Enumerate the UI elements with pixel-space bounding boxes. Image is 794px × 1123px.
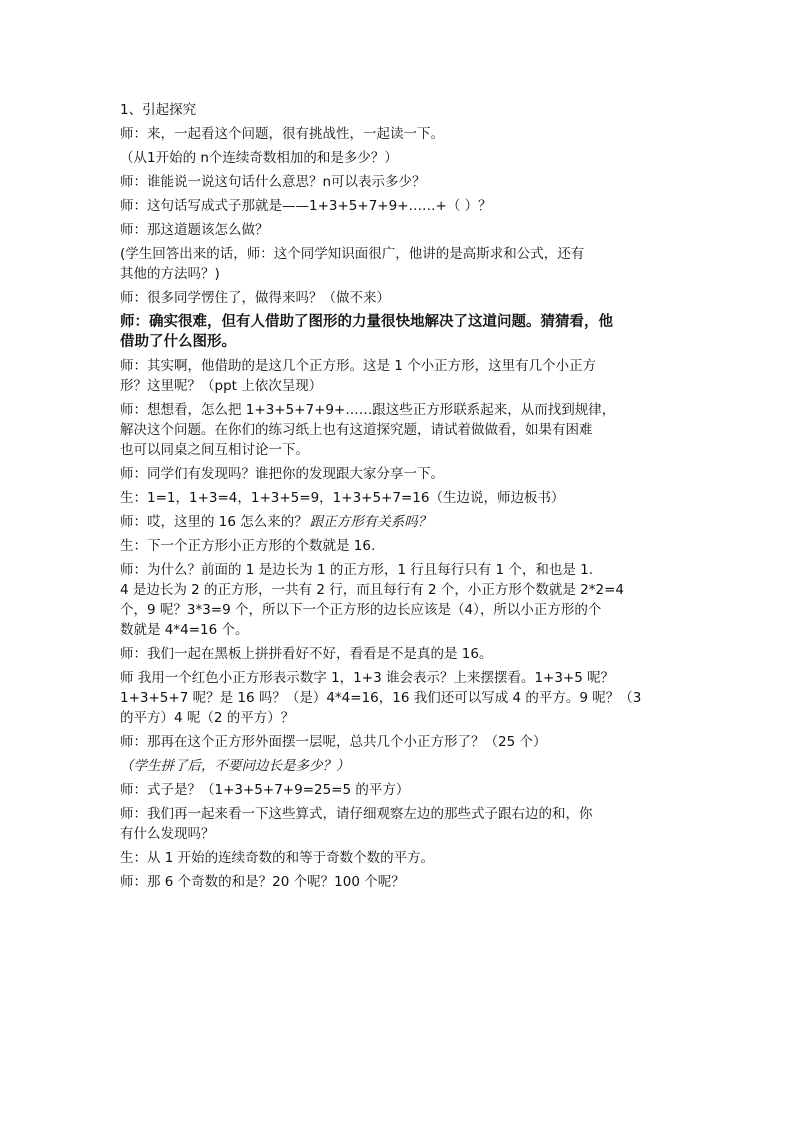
paragraph-line: 师：式子是？（1+3+5+7+9=25=5 的平方） [120, 782, 410, 798]
italic-note: （学生拼了后，不要问边长是多少？） [120, 758, 350, 774]
paragraph-line: （从1开始的 n个连续奇数相加的和是多少？） [120, 150, 398, 166]
paragraph-line: 的平方）4 呢（2 的平方）？ [120, 710, 295, 726]
paragraph-line: 师：那 6 个奇数的和是？20 个呢？100 个呢？ [120, 874, 405, 890]
paragraph-line: 师：同学们有发现吗？谁把你的发现跟大家分享一下。 [120, 466, 444, 482]
paragraph-line: 生：1=1，1+3=4，1+3+5=9，1+3+5+7=16（生边说，师边板书） [120, 490, 565, 506]
paragraph-line: 形？这里呢？（ppt 上依次呈现） [120, 378, 323, 394]
bold-paragraph-line: 借助了什么图形。 [120, 334, 236, 350]
paragraph-line: 4 是边长为 2 的正方形，一共有 2 行，而且每行有 2 个，小正方形个数就是 2*2=4 [120, 582, 625, 598]
document-body [120, 100, 680, 892]
paragraph-line: (学生回答出来的话，师：这个同学知识面很广，他讲的是高斯求和公式，还有 [120, 246, 585, 262]
paragraph-line: 解决这个问题。在你们的练习纸上也有这道探究题，请试着做做看，如果有困难 [120, 422, 593, 438]
paragraph-line: 师：其实啊，他借助的是这几个正方形。这是 1 个小正方形，这里有几个小正方 [120, 358, 597, 374]
paragraph-line: 也可以同桌之间互相讨论一下。 [120, 442, 309, 458]
paragraph-line: 生：从 1 开始的连续奇数的和等于奇数个数的平方。 [120, 850, 435, 866]
paragraph-line: 师：很多同学愣住了，做得来吗？（做不来） [120, 290, 390, 306]
paragraph-line: 师：谁能说一说这句话什么意思？n可以表示多少？ [120, 174, 426, 190]
paragraph-line: 师 我用一个红色小正方形表示数字 1，1+3 谁会表示？上来摆摆看。1+3+5 呢？ [120, 670, 615, 686]
paragraph-line: 师：那再在这个正方形外面摆一层呢，总共几个小正方形了？（25 个） [120, 734, 547, 750]
paragraph-line: 1+3+5+7 呢？是 16 吗？（是）4*4=16，16 我们还可以写成 4 的平方。9 呢？（3 [120, 690, 642, 706]
paragraph-line: 有什么发现吗？ [120, 826, 215, 842]
paragraph-line: 师：那这道题该怎么做？ [120, 222, 269, 238]
paragraph-line: 数就是 4*4=16 个。 [120, 622, 249, 638]
section-heading: 1、引起探究 [120, 102, 197, 118]
italic-question: 跟正方形有关系吗？ [309, 514, 432, 530]
paragraph-line: 师：来，一起看这个问题，很有挑战性，一起读一下。 [120, 126, 444, 142]
paragraph-line: 生：下一个正方形小正方形的个数就是 16. [120, 538, 376, 554]
paragraph-line: 师：我们再一起来看一下这些算式，请仔细观察左边的那些式子跟右边的和，你 [120, 806, 593, 822]
paragraph-line: 师：想想看，怎么把 1+3+5+7+9+……跟这些正方形联系起来，从而找到规律， [120, 402, 616, 418]
bold-paragraph-line: 师：确实很难，但有人借助了图形的力量很快地解决了这道问题。猜猜看，他 [120, 314, 613, 330]
paragraph-line: 师：我们一起在黑板上拼拼看好不好，看看是不是真的是 16。 [120, 646, 493, 662]
paragraph-line: 师：为什么？前面的 1 是边长为 1 的正方形，1 行且每行只有 1 个，和也是 1. [120, 562, 594, 578]
paragraph-line: 其他的方法吗？) [120, 266, 220, 282]
teacher-question: 师：哎，这里的 16 怎么来的？ [120, 514, 308, 530]
paragraph-line [120, 512, 680, 532]
paragraph-line: 个，9 呢？3*3=9 个，所以下一个正方形的边长应该是（4），所以小正方形的个 [120, 602, 602, 618]
paragraph-line: 师：这句话写成式子那就是——1+3+5+7+9+……+（ ）？ [120, 198, 492, 214]
